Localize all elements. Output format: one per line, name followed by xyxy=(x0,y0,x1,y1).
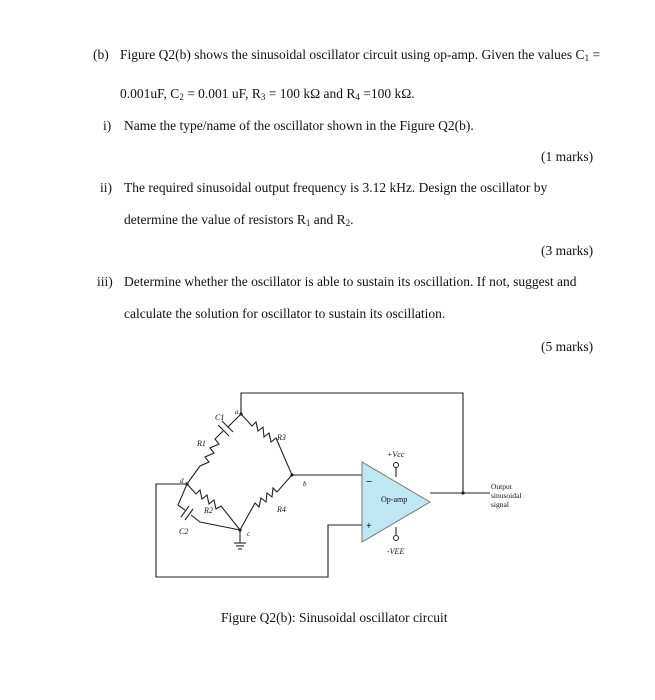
part-ii-line2: determine the value of resistors $R_1$ and $R_2$. xyxy=(124,212,354,228)
output-label-line3: signal xyxy=(491,500,509,509)
node-a-dot xyxy=(239,412,242,415)
c1-label: C1 xyxy=(215,413,225,422)
r1-label: R1 xyxy=(197,439,206,448)
part-iii-line1: Determine whether the oscillator is able to sustain its oscillation. If not, suggest and xyxy=(124,274,577,289)
part-ii-number: ii) xyxy=(100,180,112,195)
part-i-text: Name the type/name of the oscillator shown in the Figure Q2(b). xyxy=(124,118,474,133)
noninverting-sign: + xyxy=(366,521,372,532)
r2-label: R2 xyxy=(204,506,213,515)
part-ii-marks: (3 marks) xyxy=(541,243,594,258)
feedback-wire-top xyxy=(241,393,463,493)
vcc-label: +Vcc xyxy=(387,450,405,459)
r3-resistor xyxy=(241,414,292,475)
node-b-label: b xyxy=(303,480,307,488)
figure-caption: Figure Q2(b): Sinusoidal oscillator circuit xyxy=(221,610,448,625)
c2-label: C2 xyxy=(179,527,189,536)
r4-resistor xyxy=(240,475,292,530)
vee-terminal xyxy=(394,536,399,541)
node-d-label: d xyxy=(180,477,184,485)
output-label-line2: sinusoidal xyxy=(491,491,522,500)
output-node-dot xyxy=(461,491,464,494)
question-intro-line1: Figure Q2(b) shows the sinusoidal oscillator circuit using op-amp. Given the values $C_1$ = xyxy=(120,47,601,63)
part-ii-line1: The required sinusoidal output frequency is 3.12 kHz. Design the oscillator by xyxy=(124,180,548,195)
node-c-dot xyxy=(238,528,241,531)
part-iii-marks: (5 marks) xyxy=(541,339,594,354)
opamp-label: Op-amp xyxy=(381,495,408,504)
r4-label: R4 xyxy=(277,505,286,514)
node-c-label: c xyxy=(247,530,251,538)
vcc-terminal xyxy=(394,463,399,468)
part-iii-line2: calculate the solution for oscillator to sustain its oscillation. xyxy=(124,306,446,321)
node-b-dot xyxy=(290,473,293,476)
r3-label: R3 xyxy=(277,433,286,442)
node-a-label: a xyxy=(235,408,239,416)
r2-resistor xyxy=(187,484,240,530)
part-i-number: i) xyxy=(103,118,112,133)
node-d-dot xyxy=(185,482,188,485)
part-iii-number: iii) xyxy=(97,274,113,289)
vee-label: -VEE xyxy=(387,547,405,556)
question-label: (b) xyxy=(93,47,109,62)
output-label-line1: Output xyxy=(491,482,512,491)
part-i-marks: (1 marks) xyxy=(541,149,594,164)
inverting-sign: − xyxy=(366,476,373,488)
question-intro-line2: 0.001uF, $C_2 = 0.001$ uF, $R_3 = 100$ kΩ and $R_4 =100$ kΩ. xyxy=(120,86,415,102)
